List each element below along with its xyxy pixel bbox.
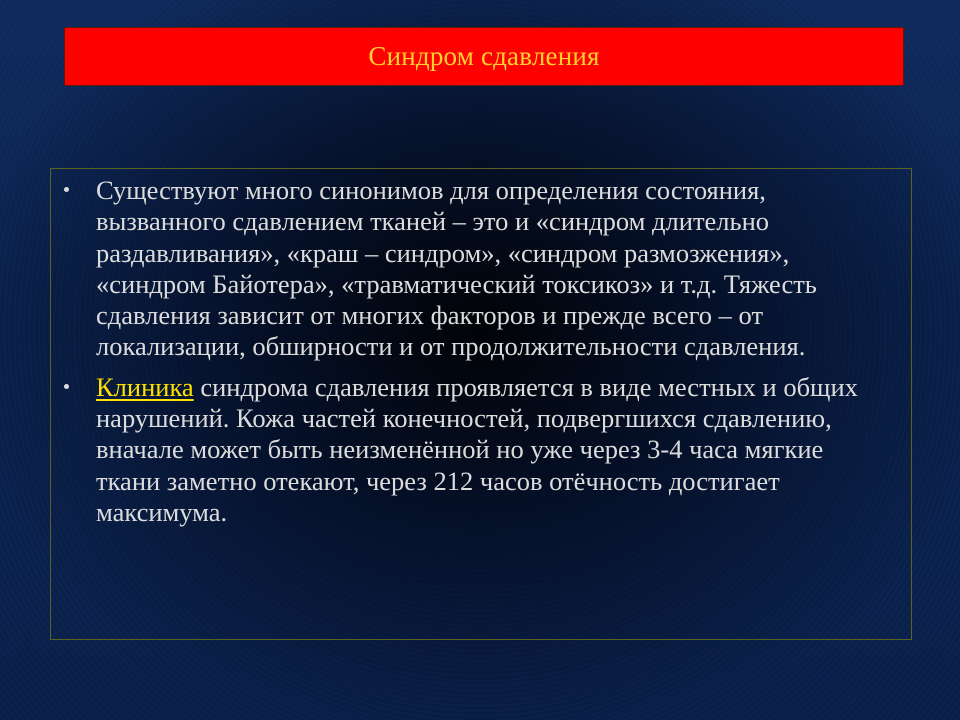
content-box	[50, 168, 912, 640]
bullet-text: синдрома сдавления проявляется в виде местных и общих нарушений. Кожа частей конечностей, подвергшихся сдавлению, вначале может быть неизменённой но уже через 3-4 часа мягкие ткани заметно отекают, через 212 часов отёчность достигает максимума.	[96, 371, 858, 527]
title-bar	[64, 27, 904, 86]
slide-title: Синдром сдавления	[368, 41, 600, 71]
clinic-link[interactable]: Клиника	[96, 371, 194, 402]
bullet-item-clinic	[59, 372, 879, 528]
bullet-text: Существуют много синонимов для определения состояния, вызванного сдавлением тканей – это и «синдром длительно раздавливания», «краш – синдром», «синдром размозжения», «синдром Байотера», «травматический токсикоз» и т.д. Тяжесть сдавления зависит от многих факторов и прежде всего – от локализации, обширности и от продолжительности сдавления.	[96, 175, 817, 362]
bullet-list	[59, 175, 879, 528]
bullet-icon	[64, 187, 69, 192]
bullet-item-synonyms	[59, 175, 879, 363]
bullet-icon	[64, 384, 69, 389]
